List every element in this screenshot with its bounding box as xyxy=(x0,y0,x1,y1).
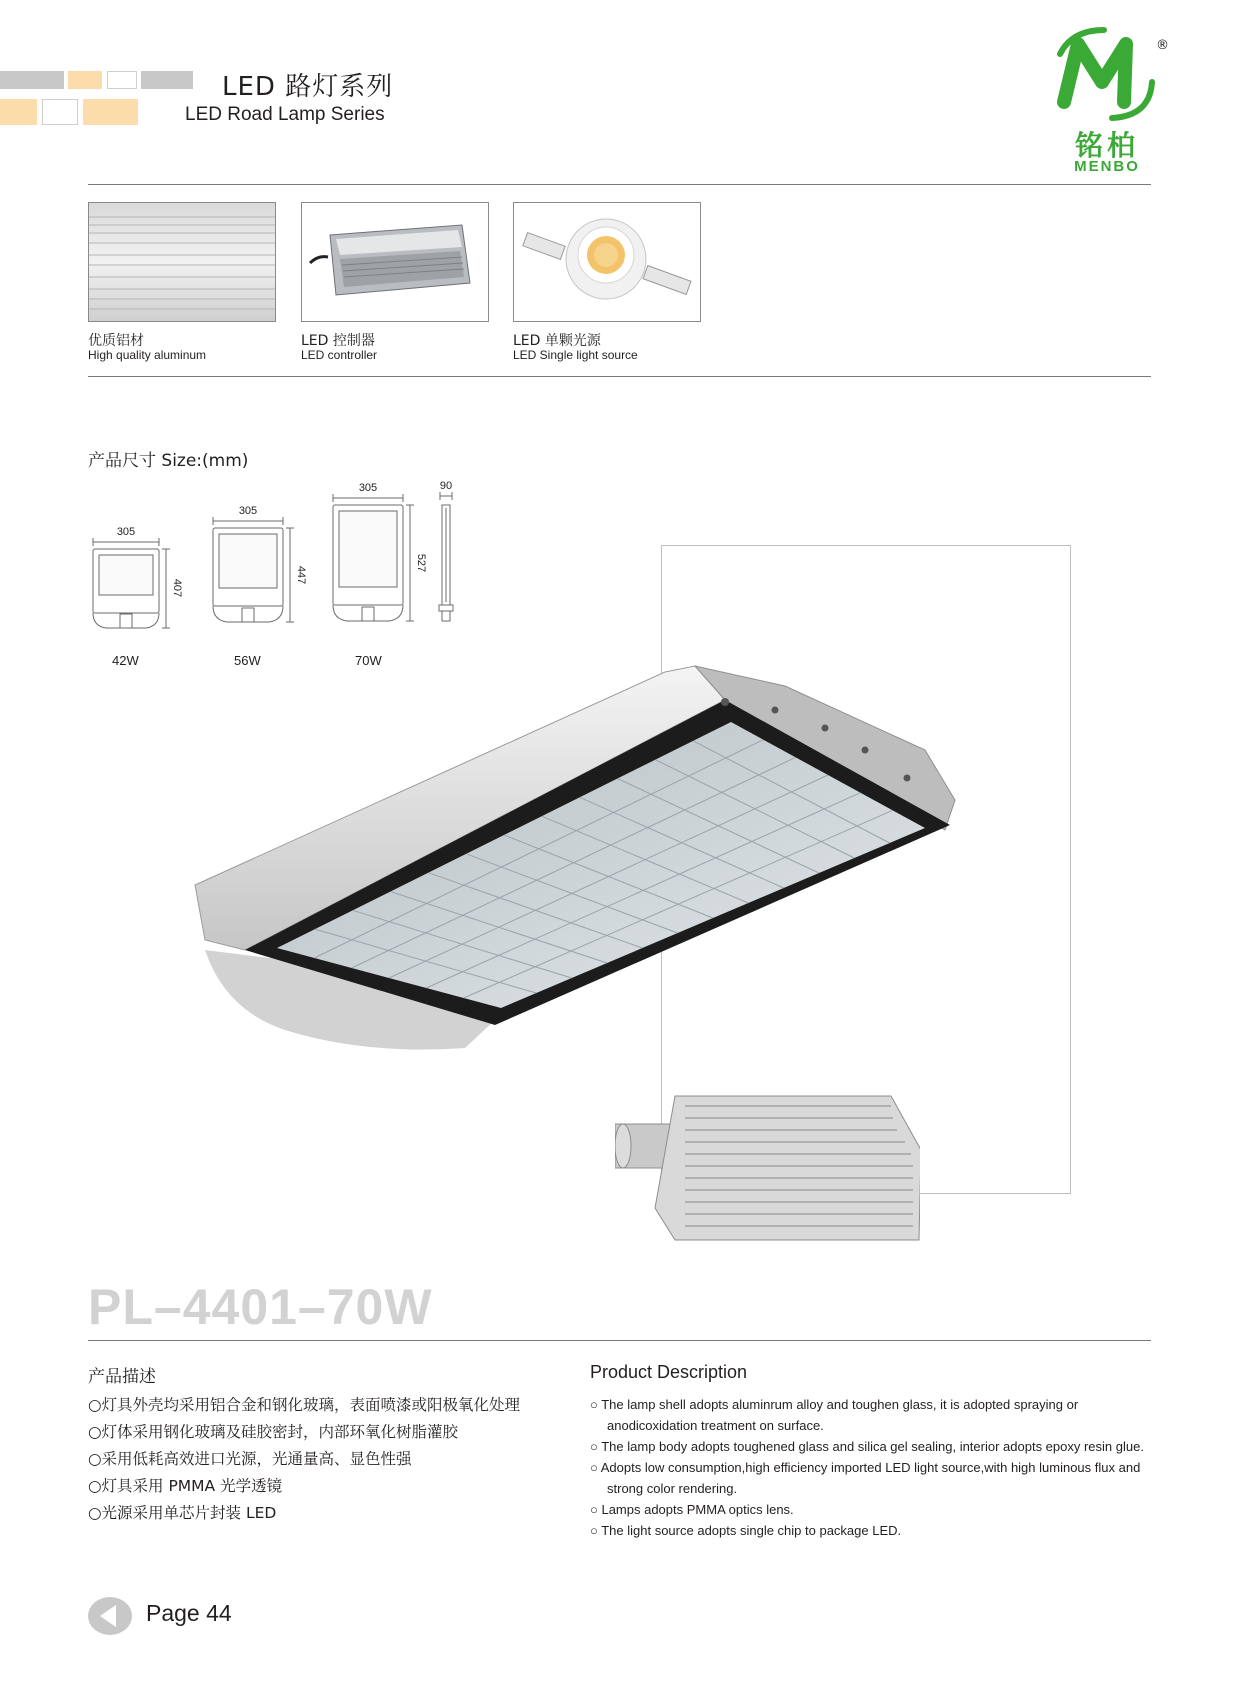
menbo-m-logo-icon xyxy=(1052,24,1162,124)
list-item: ○灯体采用钢化玻璃及硅胶密封，内部环氧化树脂灌胶 xyxy=(88,1423,459,1441)
list-item: ○ Lamps adopts PMMA optics lens. xyxy=(590,1502,794,1517)
registered-mark: ® xyxy=(1156,38,1169,53)
back-arrow-icon[interactable] xyxy=(88,1596,132,1636)
header-divider xyxy=(88,184,1151,185)
model-divider xyxy=(88,1340,1151,1341)
dim-height-70w: 527 xyxy=(415,553,427,573)
series-title-en: LED Road Lamp Series xyxy=(185,104,385,125)
dim-width-70w: 305 xyxy=(358,482,378,494)
list-item: ○灯具外壳均采用铝合金和钢化玻璃，表面喷漆或阳极氧化处理 xyxy=(88,1396,521,1414)
components-divider xyxy=(88,376,1151,377)
brand-name-en: MENBO xyxy=(1074,158,1140,175)
aluminum-profile-image xyxy=(88,202,276,322)
component-label-en: High quality aluminum xyxy=(88,348,207,362)
dim-height-56w: 447 xyxy=(295,565,307,585)
component-label-en: LED controller xyxy=(301,348,378,362)
dim-width-42w: 305 xyxy=(116,526,136,538)
brand-logo xyxy=(1052,24,1172,174)
list-item: ○ Adopts low consumption,high efficiency imported LED light source,with high luminous flux and strong color rendering. xyxy=(590,1460,1141,1496)
list-item: ○光源采用单芯片封装 LED xyxy=(88,1504,277,1522)
size-section-title: 产品尺寸 Size:(mm) xyxy=(88,451,249,471)
list-item: ○灯具采用 PMMA 光学透镜 xyxy=(88,1477,283,1495)
list-item: ○ The lamp shell adopts aluminrum alloy and toughen glass, it is adopted spraying or anodicoxidation treatment on surface. xyxy=(590,1397,1079,1433)
page-number: Page 44 xyxy=(146,1600,232,1626)
description-list-en xyxy=(590,1394,1150,1541)
watt-label-56w: 56W xyxy=(234,653,261,668)
dimension-drawings xyxy=(80,478,480,648)
street-lamp-back-image xyxy=(615,1090,920,1250)
component-label-cn: 优质铝材 xyxy=(88,333,144,349)
list-item: ○采用低耗高效进口光源，光通量高、显色性强 xyxy=(88,1450,412,1468)
list-item: ○ The lamp body adopts toughened glass and silica gel sealing, interior adopts epoxy resin glue. xyxy=(590,1439,1144,1454)
led-driver-image xyxy=(301,202,489,322)
component-label-cn: LED 单颗光源 xyxy=(513,333,601,349)
street-lamp-front-image xyxy=(165,660,1030,1060)
list-item: ○ The light source adopts single chip to package LED. xyxy=(590,1523,902,1538)
dim-depth-side: 90 xyxy=(439,480,453,492)
watt-label-70w: 70W xyxy=(355,653,382,668)
led-chip-image xyxy=(513,202,701,322)
product-model-name: PL–4401–70W xyxy=(88,1279,433,1335)
dim-height-42w: 407 xyxy=(171,578,183,598)
dim-width-56w: 305 xyxy=(238,505,258,517)
component-label-en: LED Single light source xyxy=(513,348,638,362)
component-label-cn: LED 控制器 xyxy=(301,333,375,349)
description-title-cn: 产品描述 xyxy=(88,1367,156,1387)
description-title-en: Product Description xyxy=(590,1362,748,1382)
description-list-cn xyxy=(88,1392,520,1527)
series-title-cn: LED 路灯系列 xyxy=(222,72,394,102)
watt-label-42w: 42W xyxy=(112,653,139,668)
brand-name-cn: 铭柏 xyxy=(1074,129,1139,162)
